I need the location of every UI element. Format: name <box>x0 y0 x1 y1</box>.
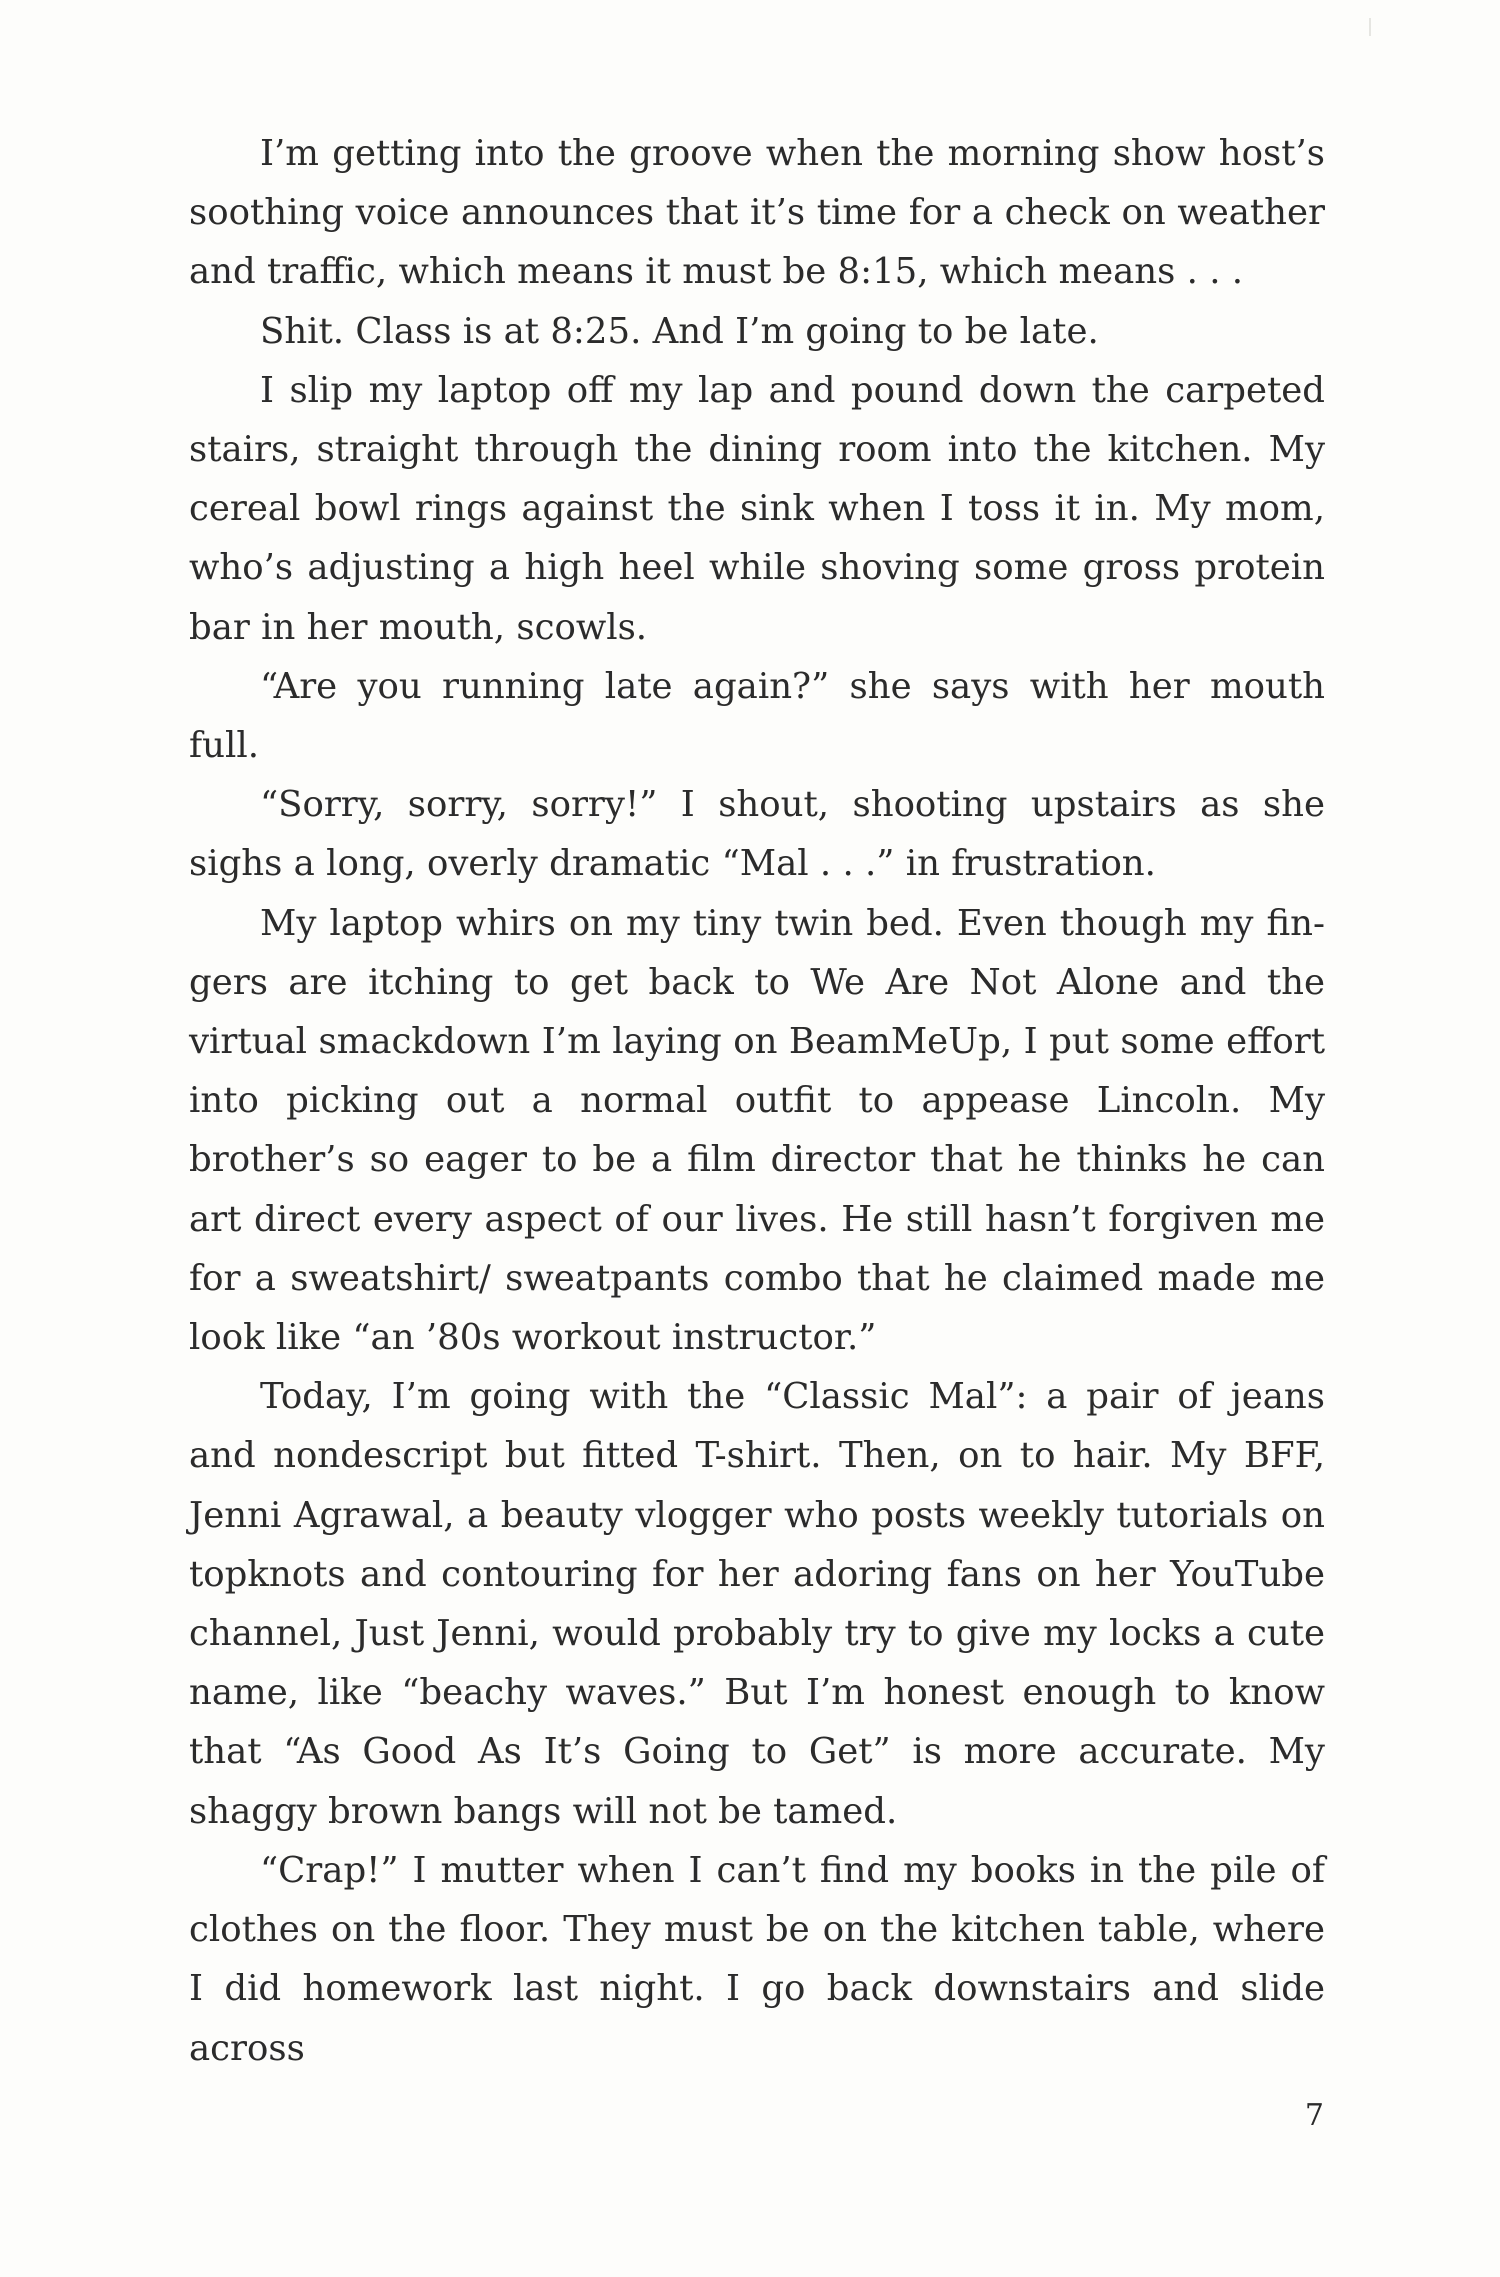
paragraph: “Sorry, sorry, sorry!” I shout, shooting upstairs as she sighs a long, overly dramatic “Mal . . .” in frustration. <box>189 784 1325 885</box>
paragraph: My laptop whirs on my tiny twin bed. Even though my fingers are itching to get back to We Are Not Alone and the virtual smackdown I’m laying on BeamMeUp, I put some effort into picking out a normal outfit to appease Lincoln. My brother’s so eager to be a film director that he thinks he can art direct every aspect of our lives. He still hasn’t forgiven me for a sweatshirt/ sweatpants combo that he claimed made me look like “an ’80s workout instructor.” <box>189 902 1325 1359</box>
paragraph: I’m getting into the groove when the morning show host’s soothing voice announces that it’s time for a check on weather and traffic, which means it must be 8:15, which means . . . <box>189 133 1325 293</box>
body-text <box>189 124 1325 2078</box>
paragraph: “Are you running late again?” she says with her mouth full. <box>189 665 1325 767</box>
scan-fold-line <box>1369 18 1371 36</box>
paragraph: I slip my laptop off my lap and pound down the carpeted stairs, straight through the dining room into the kitchen. My cereal bowl rings against the sink when I toss it in. My mom, who’s adjusting a high heel while shoving some gross protein bar in her mouth, scowls. <box>189 369 1325 648</box>
page-number: 7 <box>1304 2098 1324 2133</box>
paragraph: Shit. Class is at 8:25. And I’m going to be late. <box>260 310 1099 352</box>
paragraph: “Crap!” I mutter when I can’t find my books in the pile of clothes on the floor. They must be on the kitchen table, where I did homework last night. I go back downstairs and slide across <box>189 1849 1325 2069</box>
paragraph: Today, I’m going with the “Classic Mal”: a pair of jeans and nondescript but fitted T-shirt. Then, on to hair. My BFF, Jenni Agrawal, a beauty vlogger who posts weekly tutorials on topknots and contouring for her adoring fans on her YouTube channel, Just Jenni, would probably try to give my locks a cute name, like “beachy waves.” But I’m honest enough to know that “As Good As It’s Going to Get” is more accurate. My shaggy brown bangs will not be tamed. <box>189 1376 1325 1832</box>
